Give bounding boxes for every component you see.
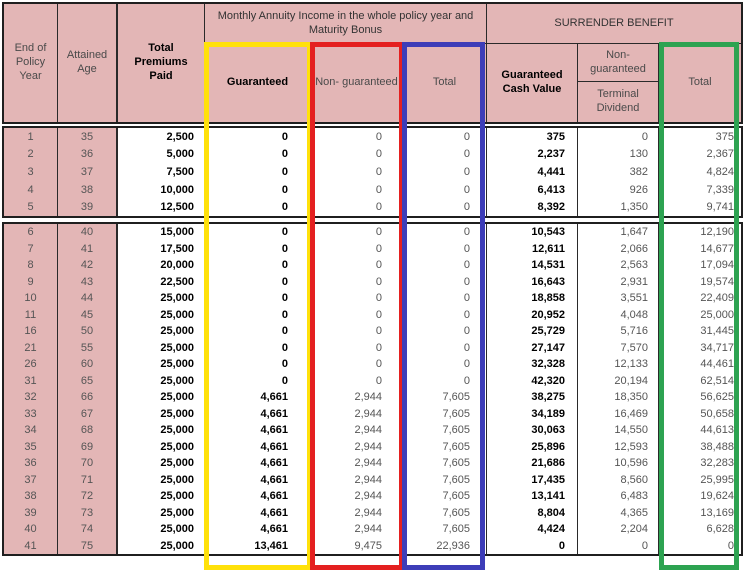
cell-total-premiums: 25,000 xyxy=(118,373,205,390)
cell-surrender-total: 31,445 xyxy=(700,325,734,338)
cell-annuity-guaranteed: 0 xyxy=(205,128,311,146)
cell-terminal-dividend: 20,194 xyxy=(578,373,659,390)
cell-attained-age: 43 xyxy=(58,274,118,291)
cell-guaranteed-cash-value: 2,237 xyxy=(487,146,578,164)
cell-annuity-guaranteed: 4,661 xyxy=(205,488,311,505)
cell-total-premiums: 22,500 xyxy=(118,274,205,291)
cell-annuity-total: 0 xyxy=(403,356,487,373)
cell-guaranteed-cash-value: 8,392 xyxy=(487,198,578,216)
cell-terminal-dividend: 3,551 xyxy=(578,290,659,307)
cell-terminal-dividend: 12,593 xyxy=(578,439,659,456)
cell-policy-year: 31 xyxy=(4,373,58,390)
header-annuity-guaranteed: Guaranteed xyxy=(205,44,311,122)
cell-guaranteed-cash-value: 16,643 xyxy=(487,274,578,291)
cell-annuity-non-guaranteed: 2,944 xyxy=(311,455,403,472)
cell-attained-age: 41 xyxy=(58,241,118,258)
cell-surrender-total: 22,409 xyxy=(700,292,734,305)
cell-policy-year: 36 xyxy=(4,455,58,472)
cell-guaranteed-cash-value: 42,320 xyxy=(487,373,578,390)
cell-terminal-dividend: 0 xyxy=(578,128,659,146)
cell-annuity-guaranteed: 0 xyxy=(205,163,311,181)
cell-attained-age: 69 xyxy=(58,439,118,456)
cell-total-premiums: 25,000 xyxy=(118,307,205,324)
cell-terminal-dividend: 14,550 xyxy=(578,422,659,439)
cell-terminal-dividend: 10,596 xyxy=(578,455,659,472)
cell-policy-year: 8 xyxy=(4,257,58,274)
cell-terminal-dividend: 18,350 xyxy=(578,389,659,406)
cell-guaranteed-cash-value: 375 xyxy=(487,128,578,146)
cell-total-premiums: 7,500 xyxy=(118,163,205,181)
cell-guaranteed-cash-value: 17,435 xyxy=(487,472,578,489)
cell-surrender-total: 12,190 xyxy=(700,226,734,239)
cell-annuity-non-guaranteed: 9,475 xyxy=(311,538,403,555)
cell-terminal-dividend: 382 xyxy=(578,163,659,181)
cell-annuity-total: 0 xyxy=(403,257,487,274)
cell-total-premiums: 25,000 xyxy=(118,455,205,472)
cell-annuity-guaranteed: 0 xyxy=(205,224,311,241)
cell-policy-year: 34 xyxy=(4,422,58,439)
table-header xyxy=(2,2,743,124)
cell-policy-year: 33 xyxy=(4,406,58,423)
cell-policy-year: 37 xyxy=(4,472,58,489)
cell-guaranteed-cash-value: 4,424 xyxy=(487,521,578,538)
cell-policy-year: 38 xyxy=(4,488,58,505)
cell-annuity-non-guaranteed: 0 xyxy=(311,373,403,390)
cell-annuity-non-guaranteed: 2,944 xyxy=(311,505,403,522)
cell-annuity-total: 0 xyxy=(403,274,487,291)
cell-terminal-dividend: 4,048 xyxy=(578,307,659,324)
cell-annuity-guaranteed: 4,661 xyxy=(205,521,311,538)
cell-annuity-guaranteed: 13,461 xyxy=(205,538,311,555)
cell-annuity-total: 7,605 xyxy=(403,389,487,406)
cell-policy-year: 3 xyxy=(4,163,58,181)
cell-guaranteed-cash-value: 14,531 xyxy=(487,257,578,274)
cell-annuity-non-guaranteed: 2,944 xyxy=(311,488,403,505)
cell-annuity-guaranteed: 0 xyxy=(205,356,311,373)
cell-policy-year: 40 xyxy=(4,521,58,538)
cell-surrender-total: 50,658 xyxy=(700,407,734,420)
header-surrender-benefit-group: SURRENDER BENEFIT xyxy=(487,4,741,44)
cell-attained-age: 75 xyxy=(58,538,118,555)
cell-annuity-total: 22,936 xyxy=(403,538,487,555)
header-terminal-dividend: Terminal Dividend xyxy=(578,82,659,122)
cell-total-premiums: 15,000 xyxy=(118,224,205,241)
cell-guaranteed-cash-value: 25,896 xyxy=(487,439,578,456)
cell-annuity-total: 7,605 xyxy=(403,406,487,423)
cell-annuity-non-guaranteed: 0 xyxy=(311,274,403,291)
cell-annuity-total: 0 xyxy=(403,163,487,181)
cell-annuity-non-guaranteed: 0 xyxy=(311,128,403,146)
cell-annuity-non-guaranteed: 2,944 xyxy=(311,521,403,538)
table-section-years-1-5 xyxy=(2,126,743,218)
cell-guaranteed-cash-value: 18,858 xyxy=(487,290,578,307)
cell-surrender-total: 2,367 xyxy=(706,148,734,161)
cell-attained-age: 37 xyxy=(58,163,118,181)
cell-surrender-total: 19,624 xyxy=(700,490,734,503)
cell-guaranteed-cash-value: 25,729 xyxy=(487,323,578,340)
cell-annuity-total: 0 xyxy=(403,198,487,216)
cell-attained-age: 42 xyxy=(58,257,118,274)
header-annuity-total: Total xyxy=(403,44,487,122)
cell-annuity-non-guaranteed: 2,944 xyxy=(311,422,403,439)
cell-annuity-non-guaranteed: 2,944 xyxy=(311,439,403,456)
cell-guaranteed-cash-value: 27,147 xyxy=(487,340,578,357)
cell-attained-age: 74 xyxy=(58,521,118,538)
cell-total-premiums: 25,000 xyxy=(118,505,205,522)
cell-total-premiums: 25,000 xyxy=(118,488,205,505)
header-total-premiums-paid: Total Premiums Paid xyxy=(118,4,205,122)
cell-policy-year: 10 xyxy=(4,290,58,307)
cell-policy-year: 11 xyxy=(4,307,58,324)
cell-annuity-total: 7,605 xyxy=(403,439,487,456)
cell-annuity-total: 7,605 xyxy=(403,521,487,538)
cell-total-premiums: 25,000 xyxy=(118,323,205,340)
cell-policy-year: 9 xyxy=(4,274,58,291)
cell-annuity-total: 0 xyxy=(403,241,487,258)
cell-terminal-dividend: 5,716 xyxy=(578,323,659,340)
cell-annuity-non-guaranteed: 0 xyxy=(311,290,403,307)
cell-terminal-dividend: 6,483 xyxy=(578,488,659,505)
cell-annuity-non-guaranteed: 2,944 xyxy=(311,406,403,423)
cell-guaranteed-cash-value: 21,686 xyxy=(487,455,578,472)
cell-annuity-non-guaranteed: 0 xyxy=(311,257,403,274)
cell-policy-year: 5 xyxy=(4,198,58,216)
cell-annuity-non-guaranteed: 0 xyxy=(311,241,403,258)
cell-terminal-dividend: 12,133 xyxy=(578,356,659,373)
cell-guaranteed-cash-value: 0 xyxy=(487,538,578,555)
cell-guaranteed-cash-value: 30,063 xyxy=(487,422,578,439)
cell-annuity-guaranteed: 4,661 xyxy=(205,455,311,472)
table-section-years-6-41 xyxy=(2,222,743,556)
cell-annuity-total: 0 xyxy=(403,181,487,199)
cell-surrender-total: 14,677 xyxy=(700,242,734,255)
cell-policy-year: 21 xyxy=(4,340,58,357)
cell-terminal-dividend: 130 xyxy=(578,146,659,164)
cell-attained-age: 50 xyxy=(58,323,118,340)
cell-total-premiums: 25,000 xyxy=(118,521,205,538)
cell-guaranteed-cash-value: 12,611 xyxy=(487,241,578,258)
cell-surrender-total: 25,995 xyxy=(700,473,734,486)
header-annuity-non-guaranteed: Non- guaranteed xyxy=(311,44,403,122)
cell-surrender-total: 56,625 xyxy=(700,391,734,404)
cell-total-premiums: 25,000 xyxy=(118,340,205,357)
header-annuity-group: Monthly Annuity Income in the whole policy year and Maturity Bonus xyxy=(205,4,487,44)
cell-terminal-dividend: 1,647 xyxy=(578,224,659,241)
cell-attained-age: 67 xyxy=(58,406,118,423)
cell-total-premiums: 25,000 xyxy=(118,389,205,406)
cell-policy-year: 2 xyxy=(4,146,58,164)
cell-annuity-non-guaranteed: 0 xyxy=(311,198,403,216)
cell-surrender-total: 62,514 xyxy=(700,374,734,387)
cell-attained-age: 45 xyxy=(58,307,118,324)
header-attained-age: Attained Age xyxy=(58,4,118,122)
cell-annuity-guaranteed: 0 xyxy=(205,340,311,357)
cell-attained-age: 35 xyxy=(58,128,118,146)
cell-surrender-total: 19,574 xyxy=(700,275,734,288)
cell-annuity-total: 7,605 xyxy=(403,472,487,489)
cell-annuity-guaranteed: 4,661 xyxy=(205,389,311,406)
cell-annuity-non-guaranteed: 2,944 xyxy=(311,389,403,406)
cell-total-premiums: 25,000 xyxy=(118,356,205,373)
cell-policy-year: 7 xyxy=(4,241,58,258)
cell-guaranteed-cash-value: 4,441 xyxy=(487,163,578,181)
cell-surrender-total: 34,717 xyxy=(700,341,734,354)
cell-annuity-guaranteed: 0 xyxy=(205,146,311,164)
cell-annuity-guaranteed: 4,661 xyxy=(205,505,311,522)
cell-terminal-dividend: 0 xyxy=(578,538,659,555)
cell-surrender-total: 9,741 xyxy=(706,201,734,214)
cell-annuity-total: 0 xyxy=(403,290,487,307)
cell-guaranteed-cash-value: 6,413 xyxy=(487,181,578,199)
cell-surrender-total: 13,169 xyxy=(700,506,734,519)
cell-policy-year: 35 xyxy=(4,439,58,456)
cell-annuity-guaranteed: 4,661 xyxy=(205,472,311,489)
cell-attained-age: 39 xyxy=(58,198,118,216)
cell-annuity-total: 0 xyxy=(403,224,487,241)
cell-total-premiums: 25,000 xyxy=(118,538,205,555)
cell-policy-year: 6 xyxy=(4,224,58,241)
cell-annuity-guaranteed: 0 xyxy=(205,257,311,274)
cell-attained-age: 70 xyxy=(58,455,118,472)
cell-total-premiums: 17,500 xyxy=(118,241,205,258)
cell-annuity-non-guaranteed: 0 xyxy=(311,181,403,199)
cell-policy-year: 32 xyxy=(4,389,58,406)
cell-attained-age: 68 xyxy=(58,422,118,439)
cell-attained-age: 44 xyxy=(58,290,118,307)
cell-annuity-non-guaranteed: 0 xyxy=(311,323,403,340)
cell-surrender-total: 0 xyxy=(727,539,734,552)
cell-annuity-total: 7,605 xyxy=(403,488,487,505)
cell-annuity-guaranteed: 0 xyxy=(205,181,311,199)
cell-attained-age: 73 xyxy=(58,505,118,522)
cell-attained-age: 60 xyxy=(58,356,118,373)
cell-surrender-total: 17,094 xyxy=(700,259,734,272)
cell-attained-age: 36 xyxy=(58,146,118,164)
cell-annuity-total: 7,605 xyxy=(403,455,487,472)
cell-terminal-dividend: 4,365 xyxy=(578,505,659,522)
cell-annuity-total: 7,605 xyxy=(403,505,487,522)
cell-policy-year: 4 xyxy=(4,181,58,199)
cell-attained-age: 72 xyxy=(58,488,118,505)
cell-annuity-total: 0 xyxy=(403,307,487,324)
cell-annuity-non-guaranteed: 0 xyxy=(311,307,403,324)
header-guaranteed-cash-value: Guaranteed Cash Value xyxy=(487,44,578,122)
cell-attained-age: 55 xyxy=(58,340,118,357)
cell-annuity-guaranteed: 0 xyxy=(205,290,311,307)
cell-attained-age: 38 xyxy=(58,181,118,199)
cell-terminal-dividend: 2,066 xyxy=(578,241,659,258)
cell-surrender-total: 375 xyxy=(715,130,734,143)
header-surrender-non-guaranteed: Non- guaranteed xyxy=(578,44,659,82)
cell-annuity-total: 7,605 xyxy=(403,422,487,439)
cell-annuity-non-guaranteed: 0 xyxy=(311,146,403,164)
cell-attained-age: 71 xyxy=(58,472,118,489)
cell-total-premiums: 12,500 xyxy=(118,198,205,216)
cell-annuity-total: 0 xyxy=(403,323,487,340)
cell-total-premiums: 25,000 xyxy=(118,406,205,423)
cell-terminal-dividend: 1,350 xyxy=(578,198,659,216)
cell-surrender-total: 7,339 xyxy=(706,183,734,196)
cell-surrender-total: 32,283 xyxy=(700,457,734,470)
cell-guaranteed-cash-value: 34,189 xyxy=(487,406,578,423)
cell-terminal-dividend: 8,560 xyxy=(578,472,659,489)
cell-terminal-dividend: 2,931 xyxy=(578,274,659,291)
cell-policy-year: 39 xyxy=(4,505,58,522)
cell-annuity-guaranteed: 0 xyxy=(205,198,311,216)
cell-surrender-total: 6,628 xyxy=(706,523,734,536)
cell-terminal-dividend: 7,570 xyxy=(578,340,659,357)
cell-annuity-non-guaranteed: 0 xyxy=(311,340,403,357)
cell-annuity-guaranteed: 0 xyxy=(205,373,311,390)
cell-total-premiums: 25,000 xyxy=(118,439,205,456)
cell-annuity-total: 0 xyxy=(403,340,487,357)
cell-total-premiums: 2,500 xyxy=(118,128,205,146)
cell-total-premiums: 25,000 xyxy=(118,472,205,489)
cell-annuity-guaranteed: 4,661 xyxy=(205,406,311,423)
cell-annuity-non-guaranteed: 0 xyxy=(311,224,403,241)
cell-terminal-dividend: 926 xyxy=(578,181,659,199)
cell-terminal-dividend: 2,563 xyxy=(578,257,659,274)
cell-surrender-total: 44,613 xyxy=(700,424,734,437)
cell-annuity-total: 0 xyxy=(403,146,487,164)
cell-guaranteed-cash-value: 32,328 xyxy=(487,356,578,373)
header-surrender-total: Total xyxy=(688,76,712,89)
cell-total-premiums: 10,000 xyxy=(118,181,205,199)
cell-guaranteed-cash-value: 20,952 xyxy=(487,307,578,324)
cell-annuity-non-guaranteed: 2,944 xyxy=(311,472,403,489)
cell-annuity-guaranteed: 0 xyxy=(205,307,311,324)
cell-policy-year: 26 xyxy=(4,356,58,373)
header-end-of-policy-year: End of Policy Year xyxy=(4,4,58,122)
cell-annuity-guaranteed: 0 xyxy=(205,323,311,340)
cell-annuity-non-guaranteed: 0 xyxy=(311,356,403,373)
cell-terminal-dividend: 16,469 xyxy=(578,406,659,423)
cell-annuity-total: 0 xyxy=(403,128,487,146)
cell-policy-year: 16 xyxy=(4,323,58,340)
cell-attained-age: 66 xyxy=(58,389,118,406)
cell-surrender-total: 4,824 xyxy=(706,165,734,178)
cell-total-premiums: 20,000 xyxy=(118,257,205,274)
cell-policy-year: 1 xyxy=(4,128,58,146)
cell-guaranteed-cash-value: 10,543 xyxy=(487,224,578,241)
cell-total-premiums: 25,000 xyxy=(118,422,205,439)
cell-surrender-total: 25,000 xyxy=(700,308,734,321)
cell-terminal-dividend: 2,204 xyxy=(578,521,659,538)
cell-guaranteed-cash-value: 38,275 xyxy=(487,389,578,406)
cell-total-premiums: 5,000 xyxy=(118,146,205,164)
cell-attained-age: 40 xyxy=(58,224,118,241)
cell-surrender-total: 44,461 xyxy=(700,358,734,371)
cell-guaranteed-cash-value: 8,804 xyxy=(487,505,578,522)
cell-annuity-guaranteed: 0 xyxy=(205,274,311,291)
cell-annuity-guaranteed: 4,661 xyxy=(205,422,311,439)
cell-guaranteed-cash-value: 13,141 xyxy=(487,488,578,505)
cell-annuity-total: 0 xyxy=(403,373,487,390)
cell-attained-age: 65 xyxy=(58,373,118,390)
cell-total-premiums: 25,000 xyxy=(118,290,205,307)
cell-surrender-total: 38,488 xyxy=(700,440,734,453)
cell-annuity-guaranteed: 0 xyxy=(205,241,311,258)
cell-policy-year: 41 xyxy=(4,538,58,555)
cell-annuity-non-guaranteed: 0 xyxy=(311,163,403,181)
cell-annuity-guaranteed: 4,661 xyxy=(205,439,311,456)
